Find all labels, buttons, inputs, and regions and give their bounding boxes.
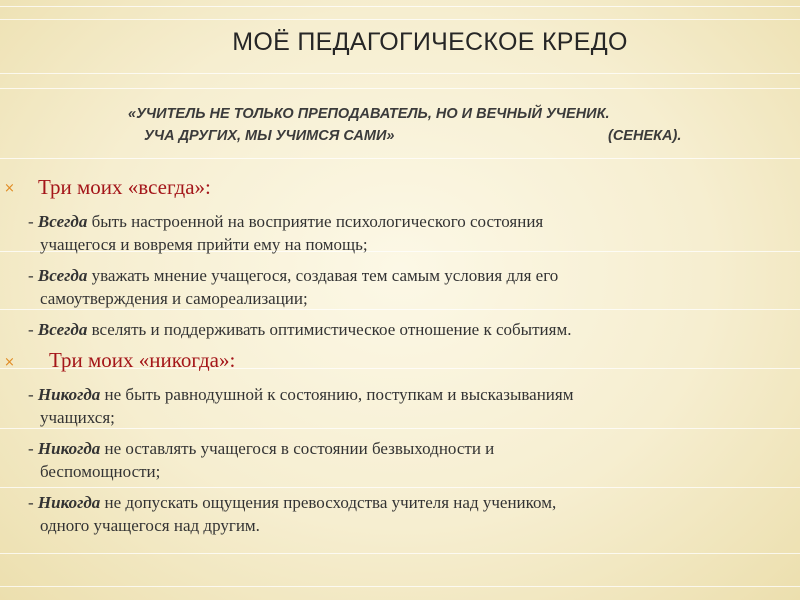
decor-stripe [0,6,800,7]
item-text: не допускать ощущения превосходства учителя над учеником, [100,493,557,512]
item-dash: - [28,320,34,339]
always-heading: Три моих «всегда»: [38,175,211,199]
item-text-continued: одного учащегося над другим. [40,516,260,535]
item-keyword: Всегда [37,266,88,285]
item-keyword: Всегда [37,212,88,231]
item-text: не оставлять учащегося в состоянии безвыходности и [100,439,495,458]
quote-line-2: УЧА ДРУГИХ, МЫ УЧИМСЯ САМИ» [144,128,395,144]
item-text: не быть равнодушной к состоянию, поступкам и высказываниям [100,385,574,404]
item-text: вселять и поддерживать оптимистическое отношение к событиям. [87,320,572,339]
item-text-continued: беспомощности; [40,462,161,481]
never-item-3 [28,491,748,537]
quote-line-1: «УЧИТЕЛЬ НЕ ТОЛЬКО ПРЕПОДАВАТЕЛЬ, НО И ВЕЧНЫЙ УЧЕНИК. [128,106,610,122]
decor-stripe [0,586,800,587]
item-text: быть настроенной на восприятие психологического состояния [87,212,544,231]
item-dash: - [28,212,34,231]
always-item-3 [28,318,748,341]
item-keyword: Всегда [37,320,88,339]
always-item-2 [28,264,748,310]
item-text: уважать мнение учащегося, создавая тем самым условия для его [87,266,559,285]
decor-stripe [0,88,800,89]
slide-title: МОЁ ПЕДАГОГИЧЕСКОЕ КРЕДО [232,28,628,56]
epigraph-quote [128,103,748,147]
never-item-1 [28,383,748,429]
item-keyword: Никогда [37,385,101,404]
quote-author: (СЕНЕКА). [608,128,682,144]
item-text-continued: учащегося и вовремя прийти ему на помощь; [40,235,368,254]
decor-stripe [0,73,800,74]
item-dash: - [28,493,34,512]
decor-stripe [0,487,800,488]
always-item-1 [28,210,748,256]
item-keyword: Никогда [37,439,101,458]
decor-stripe [0,158,800,159]
item-keyword: Никогда [37,493,101,512]
decor-stripe [0,19,800,20]
item-dash: - [28,439,34,458]
cross-bullet-icon: × [4,181,15,196]
cross-bullet-icon: × [4,355,15,370]
item-dash: - [28,385,34,404]
never-item-2 [28,437,748,483]
never-heading: Три моих «никогда»: [49,348,236,372]
item-text-continued: самоутверждения и самореализации; [40,289,308,308]
decor-stripe [0,553,800,554]
item-text-continued: учащихся; [40,408,115,427]
item-dash: - [28,266,34,285]
